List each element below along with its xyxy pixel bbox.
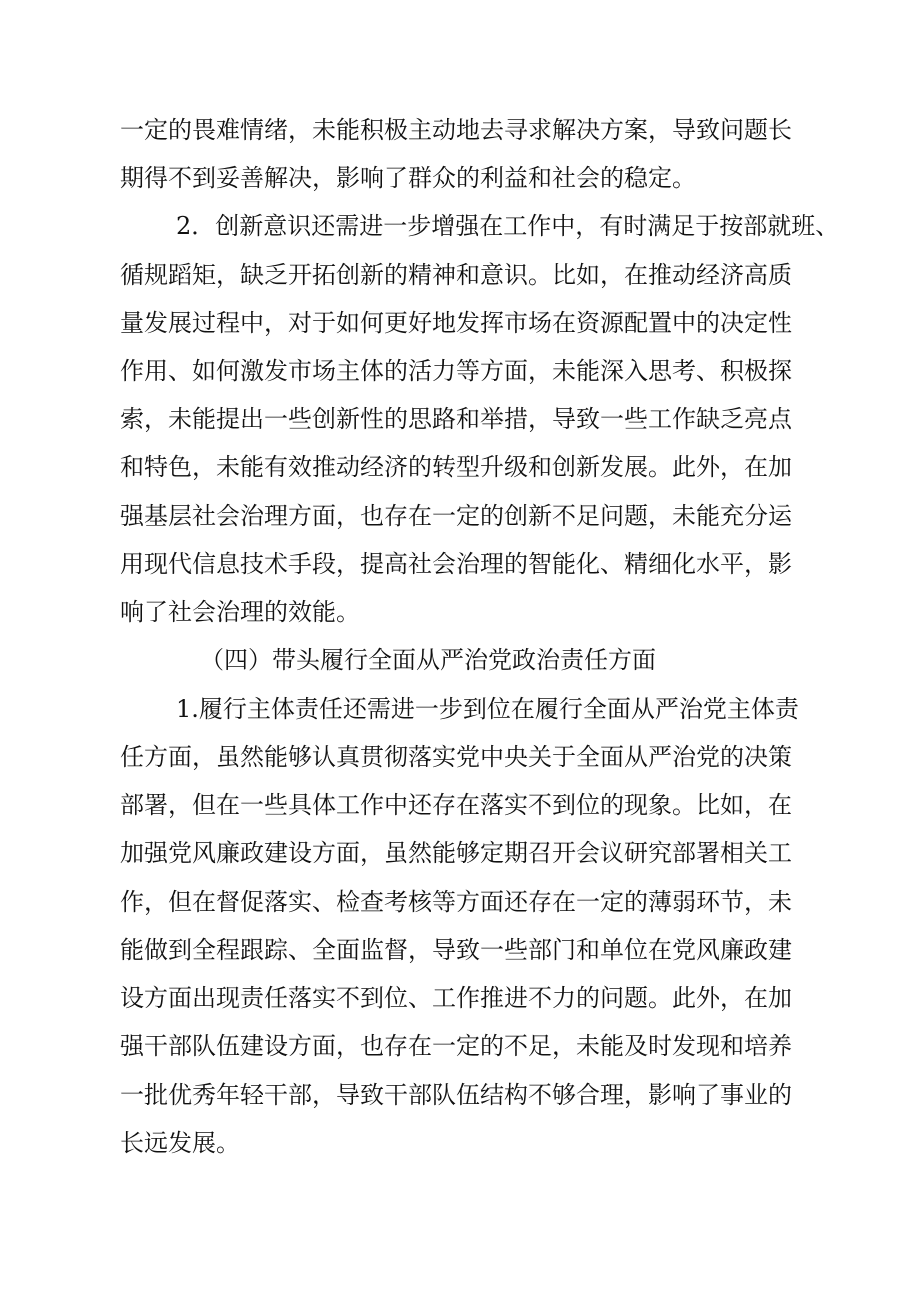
text-line: 强基层社会治理方面，也存在一定的创新不足问题，未能充分运 <box>120 502 792 530</box>
text-line: 强干部队伍建设方面，也存在一定的不足，未能及时发现和培养 <box>120 1032 792 1060</box>
text-line: 加强党风廉政建设方面，虽然能够定期召开会议研究部署相关工 <box>120 839 792 867</box>
text-line: 一定的畏难情绪，未能积极主动地去寻求解决方案，导致问题长 <box>120 116 792 144</box>
text-line: 量发展过程中，对于如何更好地发挥市场在资源配置中的决定性 <box>120 309 792 337</box>
text-line: 和特色，未能有效推动经济的转型升级和创新发展。此外，在加 <box>120 453 792 481</box>
text-line: 部署，但在一些具体工作中还存在落实不到位的现象。比如，在 <box>120 791 792 819</box>
text-line: 期得不到妥善解决，影响了群众的利益和社会的稳定。 <box>120 164 696 192</box>
text-line: 一批优秀年轻干部，导致干部队伍结构不够合理，影响了事业的 <box>120 1081 792 1109</box>
paragraph-start-line: 1.履行主体责任还需进一步到位在履行全面从严治党主体责 <box>176 695 799 723</box>
text-line: 设方面出现责任落实不到位、工作推进不力的问题。此外，在加 <box>120 984 792 1012</box>
text-line: 用现代信息技术手段，提高社会治理的智能化、精细化水平，影 <box>120 550 792 578</box>
paragraph-start-line: 2．创新意识还需进一步增强在工作中，有时满足于按部就班、 <box>176 212 840 240</box>
text-line: 长远发展。 <box>120 1129 240 1157</box>
section-heading: （四）带头履行全面从严治党政治责任方面 <box>200 646 656 674</box>
text-line: 作用、如何激发市场主体的活力等方面，未能深入思考、积极探 <box>120 357 792 385</box>
text-line: 能做到全程跟踪、全面监督，导致一些部门和单位在党风廉政建 <box>120 936 792 964</box>
text-line: 索，未能提出一些创新性的思路和举措，导致一些工作缺乏亮点 <box>120 405 792 433</box>
text-line: 循规蹈矩，缺乏开拓创新的精神和意识。比如，在推动经济高质 <box>120 261 792 289</box>
text-line: 任方面，虽然能够认真贯彻落实党中央关于全面从严治党的决策 <box>120 743 792 771</box>
text-line: 作，但在督促落实、检查考核等方面还存在一定的薄弱环节，未 <box>120 888 792 916</box>
text-line: 响了社会治理的效能。 <box>120 598 360 626</box>
